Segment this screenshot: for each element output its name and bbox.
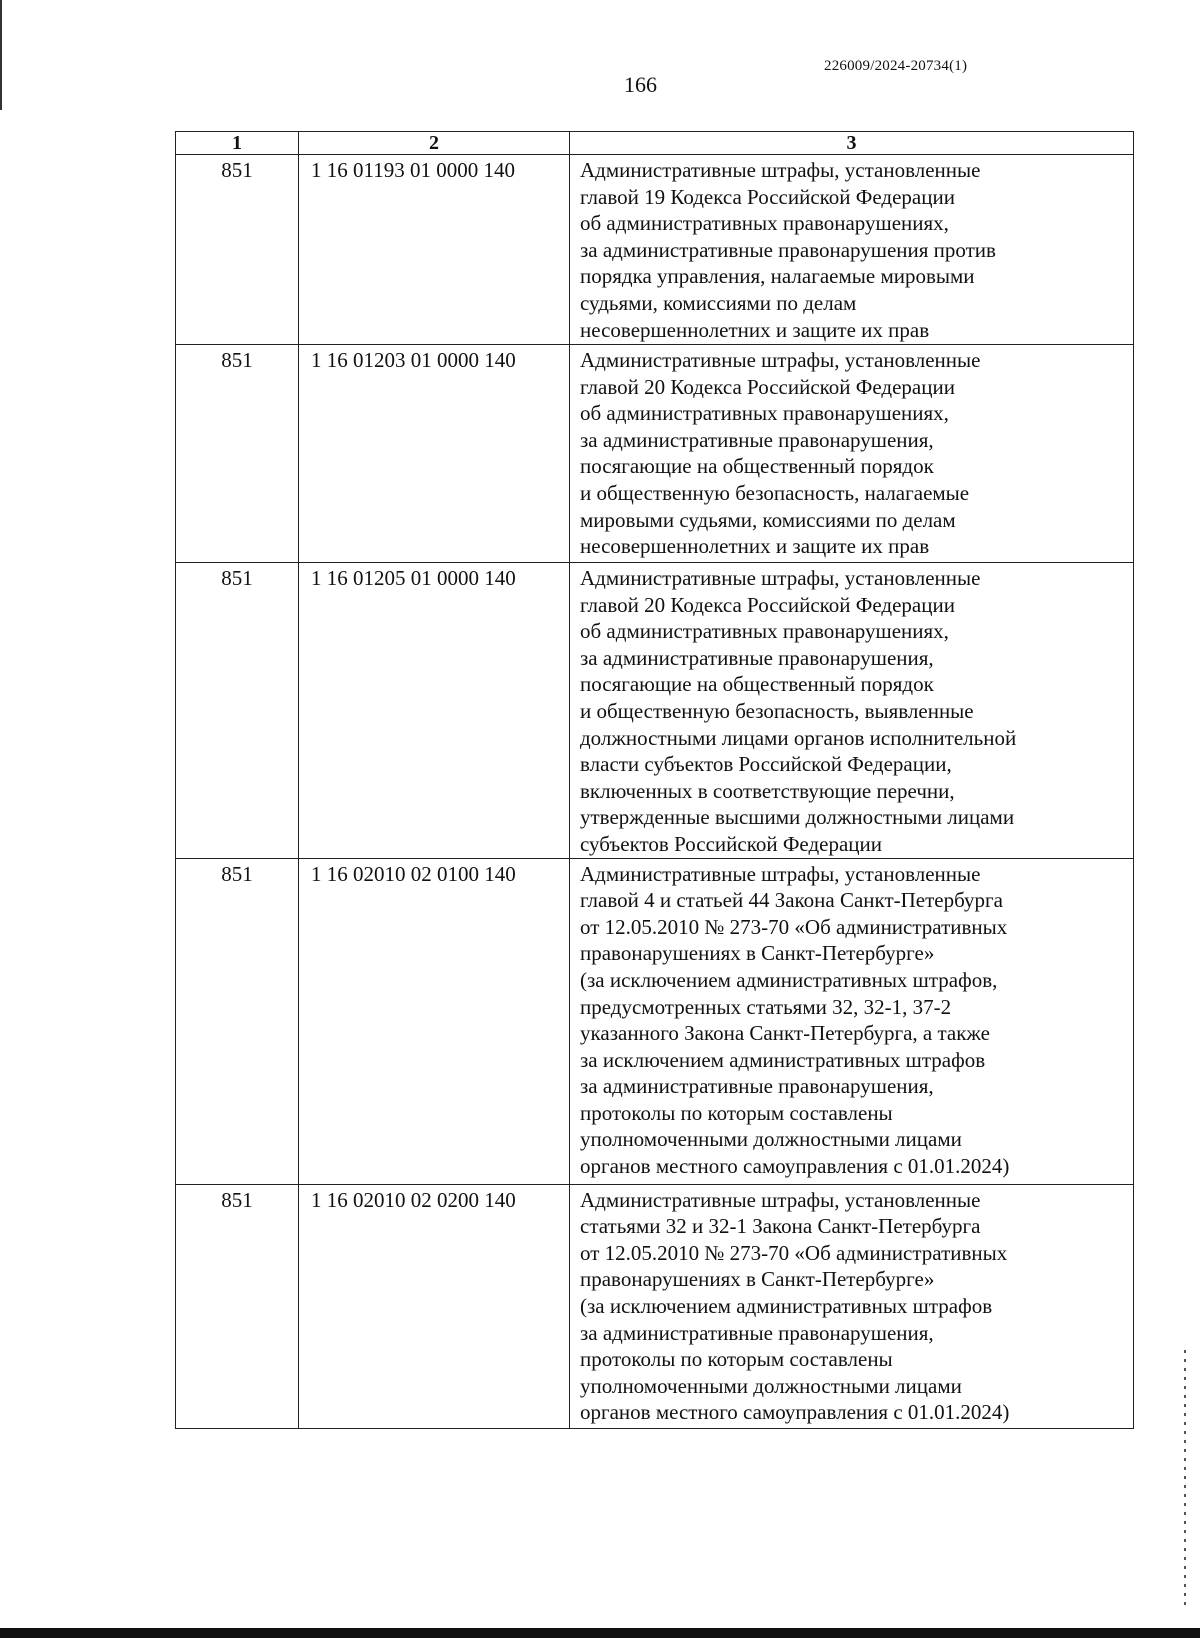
description-line: субъектов Российской Федерации (580, 831, 883, 856)
description-line: несовершеннолетних и защите их прав (580, 317, 930, 342)
description-line: за административные правонарушения, (580, 427, 934, 452)
description-line: и общественную безопасность, налагаемые (580, 480, 970, 505)
description-line: главой 20 Кодекса Российской Федерации (580, 592, 955, 617)
description-line: об административных правонарушениях, (580, 401, 949, 426)
description-line: правонарушениях в Санкт-Петербурге» (580, 941, 935, 966)
description-line: за административные правонарушения, (580, 1320, 934, 1345)
budget-code-cell: 1 16 02010 02 0100 140 (299, 858, 570, 1184)
column-header-2: 2 (299, 132, 570, 155)
description-line: об административных правонарушениях, (580, 211, 949, 236)
description-line: главой 19 Кодекса Российской Федерации (580, 184, 955, 209)
description-line: за административные правонарушения против (580, 237, 996, 262)
budget-code-cell: 1 16 01205 01 0000 140 (299, 563, 570, 859)
description-line: и общественную безопасность, выявленные (580, 698, 974, 723)
budget-code-cell: 1 16 01193 01 0000 140 (299, 155, 570, 345)
description-line: за административные правонарушения, (580, 1074, 934, 1099)
description-line: протоколы по которым составлены (580, 1100, 893, 1125)
description-cell (570, 563, 1134, 859)
description-line: Административные штрафы, установленные (580, 861, 981, 886)
description-cell (570, 858, 1134, 1184)
description-line: власти субъектов Российской Федерации, (580, 752, 952, 777)
description-line: предусмотренных статьями 32, 32-1, 37-2 (580, 994, 952, 1019)
column-header-1: 1 (176, 132, 299, 155)
description-line: за исключением административных штрафов (580, 1047, 986, 1072)
description-line: протоколы по которым составлены (580, 1347, 893, 1372)
table-row (176, 1184, 1134, 1428)
description-line: несовершеннолетних и защите их прав (580, 534, 930, 559)
description-line: за административные правонарушения, (580, 645, 934, 670)
description-line: посягающие на общественный порядок (580, 454, 934, 479)
admin-code-cell: 851 (176, 345, 299, 563)
description-line: порядка управления, налагаемые мировыми (580, 264, 975, 289)
admin-code-cell: 851 (176, 858, 299, 1184)
description-line: посягающие на общественный порядок (580, 672, 934, 697)
description-line: (за исключением административных штрафов (580, 1293, 993, 1318)
description-line: уполномоченными должностными лицами (580, 1373, 962, 1398)
description-line: органов местного самоуправления с 01.01.2024) (580, 1154, 1010, 1179)
document-number: 226009/2024-20734(1) (824, 58, 968, 74)
description-line: должностными лицами органов исполнительной (580, 725, 1017, 750)
description-line: Административные штрафы, установленные (580, 348, 981, 372)
description-line: уполномоченными должностными лицами (580, 1127, 962, 1152)
table-row (176, 155, 1134, 345)
description-cell (570, 1184, 1134, 1428)
description-line: органов местного самоуправления с 01.01.2024) (580, 1400, 1010, 1425)
description-line: указанного Закона Санкт-Петербурга, а также (580, 1021, 990, 1046)
description-line: правонарушениях в Санкт-Петербурге» (580, 1267, 935, 1292)
admin-code-cell: 851 (176, 563, 299, 859)
description-line: главой 20 Кодекса Российской Федерации (580, 374, 955, 399)
scan-edge-mark (0, 0, 2, 110)
budget-code-cell: 1 16 02010 02 0200 140 (299, 1184, 570, 1428)
admin-code-cell: 851 (176, 1184, 299, 1428)
scan-bottom-bar (0, 1628, 1200, 1638)
description-line: от 12.05.2010 № 273-70 «Об административных (580, 1240, 1008, 1265)
description-line: (за исключением административных штрафов, (580, 967, 998, 992)
table-header-row (176, 132, 1134, 155)
description-line: статьями 32 и 32-1 Закона Санкт-Петербурга (580, 1214, 981, 1239)
description-cell (570, 155, 1134, 345)
page-number: 166 (624, 72, 657, 97)
description-line: включенных в соответствующие перечни, (580, 778, 955, 803)
description-line: Административные штрафы, установленные (580, 566, 981, 590)
description-line: утвержденные высшими должностными лицами (580, 805, 1015, 830)
table-row (176, 858, 1134, 1184)
description-line: Административные штрафы, установленные (580, 158, 981, 182)
description-line: Административные штрафы, установленные (580, 1187, 981, 1212)
table-row (176, 345, 1134, 563)
description-line: об административных правонарушениях, (580, 619, 949, 644)
budget-codes-table (175, 131, 1134, 1429)
table-row (176, 563, 1134, 859)
description-line: мировыми судьями, комиссиями по делам (580, 507, 956, 532)
admin-code-cell: 851 (176, 155, 299, 345)
column-header-3: 3 (570, 132, 1134, 155)
scan-edge-dots (1184, 1350, 1186, 1610)
description-line: от 12.05.2010 № 273-70 «Об административных (580, 914, 1008, 939)
description-line: судьями, комиссиями по делам (580, 290, 857, 315)
description-line: главой 4 и статьей 44 Закона Санкт-Петербурга (580, 888, 1003, 913)
budget-code-cell: 1 16 01203 01 0000 140 (299, 345, 570, 563)
description-cell (570, 345, 1134, 563)
